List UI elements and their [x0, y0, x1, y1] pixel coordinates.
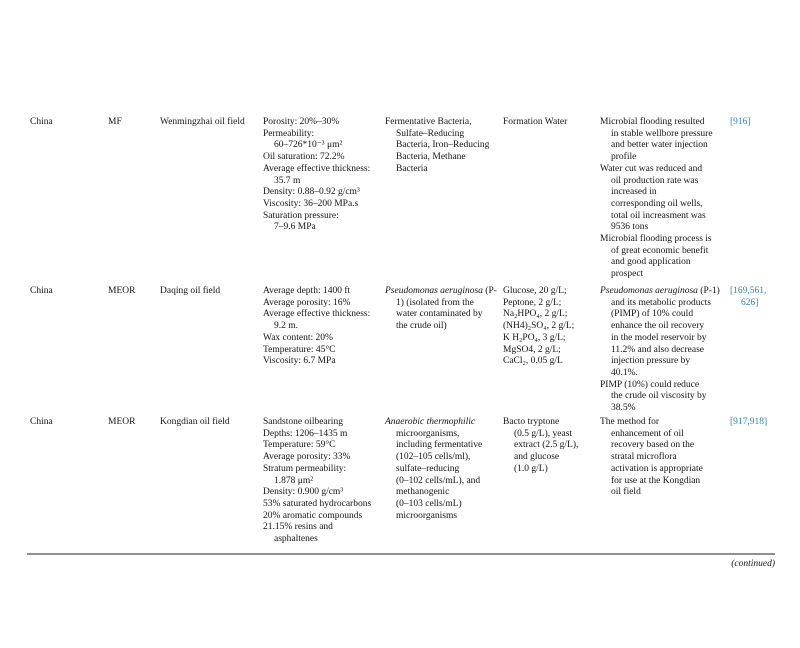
- cell-microorganisms: Anaerobic thermophilic microorganisms, including fermentative (102–105 cells/ml), sulfate–reducing (0–102 cells/mL), and methanogenic (0–103 cells/mL) microorganisms: [385, 417, 483, 521]
- table-row: [30, 117, 775, 281]
- cell-reservoir-properties: Porosity: 20%–30% Permeability: 60–726*10⁻³ μm² Oil saturation: 72.2% Average effective thickness: 35.7 m Density: 0.88–0.92 g/cm³ Viscosity: 36–200 MPa.s Saturation pressure: 7–9.6 MPa: [263, 117, 371, 233]
- cell-results: Pseudomonas aeruginosa (P-1) and its metabolic products (PIMP) of 10% could enhance the oil recovery in the model reservoir by 11.2% and also decrease injection pressure by 40.1%. PIMP (10%) could reduce the crude oil viscosity by 38.5%: [600, 286, 720, 414]
- cell-reservoir-properties: Average depth: 1400 ft Average porosity: 16% Average effective thickness: 9.2 m. Wax content: 20% Temperature: 45°C Viscosity: 6.7 MPa: [263, 286, 371, 367]
- cell-method: MF: [108, 117, 122, 127]
- reference-link[interactable]: [169,561, 626]: [730, 286, 767, 308]
- reference-link[interactable]: [917,918]: [730, 417, 768, 427]
- cell-oil-field: Wenmingzhai oil field: [160, 117, 245, 127]
- cell-method: MEOR: [108, 417, 136, 427]
- cell-results: The method for enhancement of oil recovery based on the stratal microflora activation is appropriate for use at the Kongdian oil field: [600, 417, 703, 498]
- continued-note: (continued): [731, 559, 775, 569]
- cell-country: China: [30, 286, 53, 296]
- cell-nutrients: Formation Water: [503, 117, 568, 127]
- cell-nutrients: Glucose, 20 g/L; Peptone, 2 g/L; Na₂HPO₄, 2 g/L; (NH4)₂SO₄, 2 g/L; K H₂PO₄, 3 g/L; MgSO4, 2 g/L; CaCl₂, 0.05 g/L: [503, 286, 575, 367]
- reference-link[interactable]: [916]: [730, 117, 751, 127]
- cell-country: China: [30, 117, 53, 127]
- table-row: [30, 417, 775, 546]
- cell-microorganisms: Fermentative Bacteria, Sulfate–Reducing Bacteria, Iron–Reducing Bacteria, Methane Bacteria: [385, 117, 490, 174]
- cell-reservoir-properties: Sandstone oilbearing Depths: 1206–1435 m Temperature: 59°C Average porosity: 33% Stratum permeability: 1.878 μm² Density: 0.900 g/cm³ 53% saturated hydrocarbons 20% aromatic compounds 21.15% resins and asphaltenes: [263, 417, 372, 545]
- cell-method: MEOR: [108, 286, 136, 296]
- cell-nutrients: Bacto tryptone (0.5 g/L), yeast extract (2.5 g/L), and glucose (1.0 g/L): [503, 417, 579, 474]
- table-bottom-rule: [27, 553, 775, 555]
- cell-microorganisms: Pseudomonas aeruginosa (P- 1) (isolated from the water contaminated by the crude oil): [385, 286, 497, 332]
- cell-oil-field: Daqing oil field: [160, 286, 221, 296]
- cell-country: China: [30, 417, 53, 427]
- cell-results: Microbial flooding resulted in stable wellbore pressure and better water injection profile Water cut was reduced and oil production rate was increased in corresponding oil wells, total oil increasment was 9536 tons Microbial flooding process is of great economic benefit and good application prospect: [600, 117, 713, 280]
- cell-oil-field: Kongdian oil field: [160, 417, 230, 427]
- table-row: [30, 286, 775, 415]
